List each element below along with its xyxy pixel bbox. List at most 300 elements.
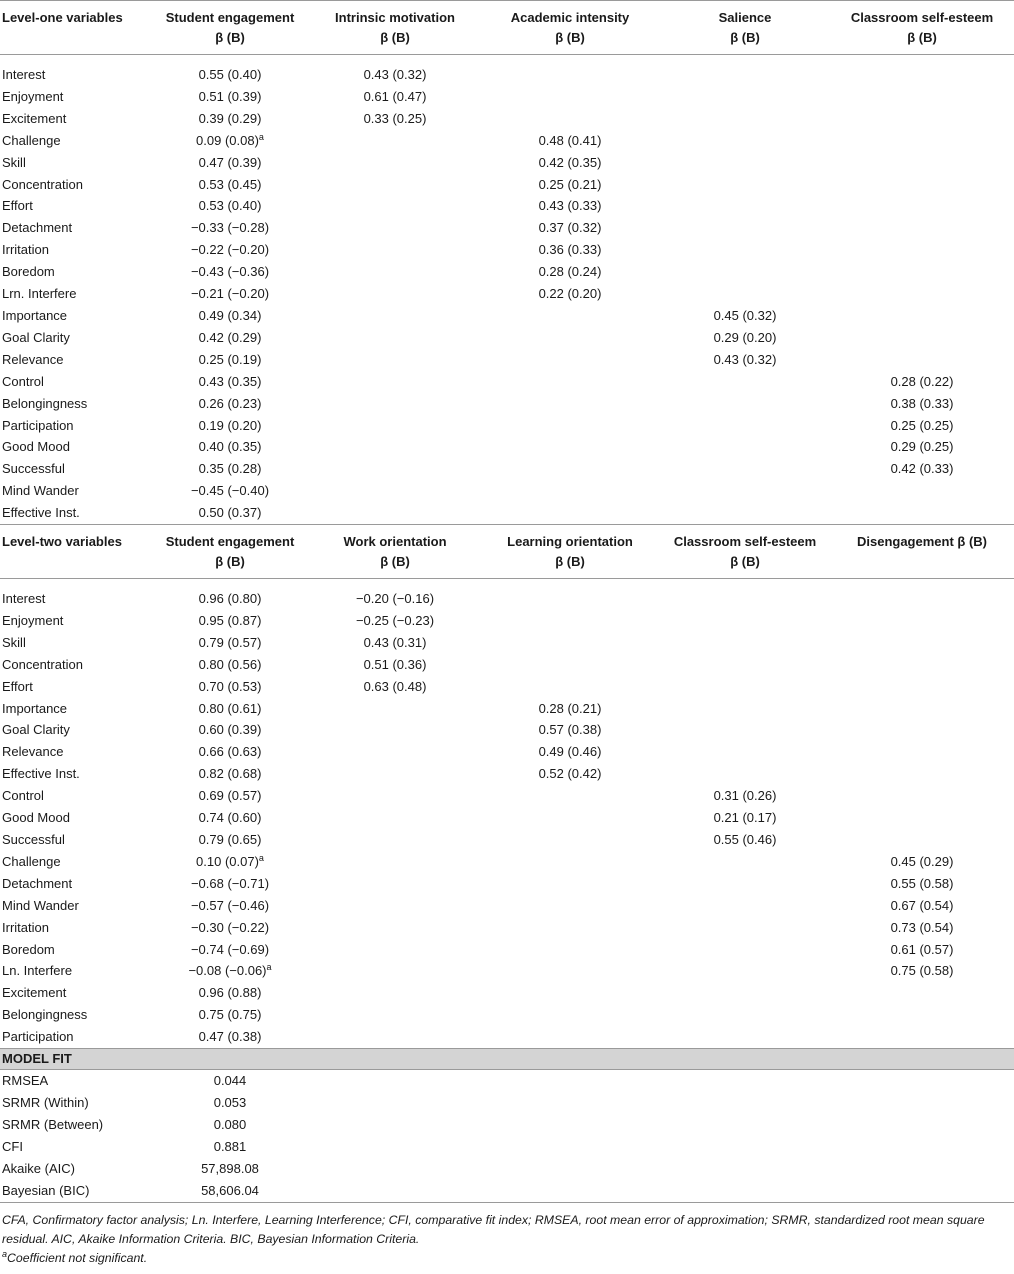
value-cell: [830, 371, 1014, 393]
coefficient: 0.50 (0.37): [198, 505, 262, 521]
value-cell: [310, 108, 480, 130]
value-cell: [150, 588, 310, 610]
level_one-header-row: [0, 1, 1014, 55]
coefficient: 0.35 (0.28): [198, 461, 262, 477]
fit-value: 0.881: [213, 1138, 247, 1154]
value-cell: [830, 939, 1014, 961]
table-row: [0, 829, 1014, 851]
not-significant-mark: a: [266, 962, 272, 973]
value-cell: [830, 960, 1014, 982]
value-cell: [150, 676, 310, 698]
coefficient: −0.21 (−0.20): [190, 286, 270, 302]
row-label: Lrn. Interfere: [2, 286, 77, 302]
coefficient: 0.47 (0.38): [198, 1029, 262, 1045]
value-cell: [480, 174, 660, 196]
value-cell: [660, 415, 830, 437]
value-cell: [480, 917, 660, 939]
coefficient: 0.80 (0.61): [198, 700, 262, 716]
value-cell: [660, 283, 830, 305]
row-label: Interest: [2, 591, 46, 607]
value-cell: [660, 960, 830, 982]
coefficient: 0.55 (0.46): [713, 832, 777, 847]
footnote: [2, 1249, 1012, 1268]
value-cell: [310, 393, 480, 415]
coefficient: 0.79 (0.65): [198, 832, 262, 847]
row-label: Excitement: [2, 985, 67, 1001]
value-cell: [310, 217, 480, 239]
empty-cell: [480, 1070, 660, 1092]
spacer-cell: [0, 579, 1014, 589]
value-cell: [660, 305, 830, 327]
value-cell: [310, 829, 480, 851]
level_one-col-header-5: [830, 1, 1014, 55]
value-cell: [150, 305, 310, 327]
value-cell: [660, 851, 830, 873]
row-label: Goal Clarity: [2, 722, 70, 738]
header-line-1: Classroom self-esteem: [673, 534, 817, 550]
value-cell: [480, 698, 660, 720]
value-cell: [480, 632, 660, 654]
value-cell: [310, 195, 480, 217]
empty-cell: [660, 1092, 830, 1114]
row-label: Ln. Interfere: [2, 963, 73, 979]
value-cell: [480, 502, 660, 524]
value-cell: [480, 480, 660, 502]
footnote-text: Coefficient not significant.: [7, 1250, 148, 1265]
value-cell: [310, 130, 480, 152]
header-line-1: Disengagement β (B): [856, 534, 987, 550]
row-label: Effective Inst.: [2, 505, 80, 521]
row-label: Irritation: [2, 919, 49, 935]
coefficient: 0.28 (0.24): [538, 264, 602, 280]
value-cell: [830, 108, 1014, 130]
value-cell: [310, 371, 480, 393]
value-cell: [660, 763, 830, 785]
header-line-1: Student engagement: [165, 10, 295, 25]
value-cell: [830, 152, 1014, 174]
table-row: [0, 895, 1014, 917]
value-cell: [830, 1026, 1014, 1048]
table-row: [0, 719, 1014, 741]
value-cell: [660, 895, 830, 917]
not-significant-mark: a: [258, 852, 264, 863]
value-cell: [660, 654, 830, 676]
table-row: [0, 458, 1014, 480]
value-cell: [660, 676, 830, 698]
value-cell: [480, 676, 660, 698]
row-label: Importance: [2, 700, 68, 716]
value-cell: [830, 873, 1014, 895]
value-cell: [660, 152, 830, 174]
fit-row: [0, 1136, 1014, 1158]
empty-cell: [660, 1070, 830, 1092]
value-cell: [310, 939, 480, 961]
value-cell: [830, 982, 1014, 1004]
row-label: Concentration: [2, 176, 83, 192]
row-label: Mind Wander: [2, 897, 79, 913]
level-two-header: [0, 525, 1014, 589]
level_two-col-header-5: [830, 525, 1014, 579]
row-label: Control: [2, 788, 44, 804]
level_one-col-header-4: [660, 1, 830, 55]
value-cell: [480, 130, 660, 152]
value-cell: [310, 873, 480, 895]
header-line-1: Level-two variables: [2, 534, 122, 550]
header-line-2: β (B): [380, 30, 410, 45]
coefficient: 0.48 (0.41): [538, 132, 602, 148]
value-cell: [830, 851, 1014, 873]
value-cell: [480, 1004, 660, 1026]
value-cell: [480, 195, 660, 217]
value-cell: [660, 1004, 830, 1026]
coefficient: 0.42 (0.35): [538, 154, 602, 170]
table-row: [0, 283, 1014, 305]
value-cell: [310, 588, 480, 610]
level-one-header: [0, 1, 1014, 65]
coefficient: 0.55 (0.40): [198, 67, 262, 82]
table-row: [0, 217, 1014, 239]
value-cell: [660, 195, 830, 217]
coefficient: −0.45 (−0.40): [190, 483, 270, 499]
header-line-1: Academic intensity: [510, 10, 630, 25]
coefficient: 0.40 (0.35): [198, 439, 262, 455]
value-cell: [660, 436, 830, 458]
row-label: Irritation: [2, 242, 49, 258]
value-cell: [830, 502, 1014, 524]
fit-label: Akaike (AIC): [2, 1160, 75, 1176]
coefficient: 0.52 (0.42): [538, 766, 602, 782]
coefficient: −0.33 (−0.28): [190, 220, 270, 236]
fit-row: [0, 1070, 1014, 1092]
row-label: Challenge: [2, 853, 61, 869]
coefficient: 0.73 (0.54): [890, 919, 954, 935]
coefficient: 0.95 (0.87): [198, 612, 262, 628]
coefficient: 0.43 (0.33): [538, 198, 602, 214]
model-fit-band: [0, 1049, 1014, 1070]
value-cell: [660, 86, 830, 108]
header-line-2: β (B): [555, 554, 585, 570]
value-cell: [150, 829, 310, 851]
value-cell: [150, 917, 310, 939]
value-cell: [830, 86, 1014, 108]
table-row: [0, 741, 1014, 763]
row-label: Skill: [2, 154, 26, 170]
coefficient: 0.43 (0.31): [363, 634, 427, 650]
header-line-2: β (B): [215, 554, 245, 570]
value-cell: [830, 719, 1014, 741]
table-row: [0, 939, 1014, 961]
model-fit-title: MODEL FIT: [0, 1049, 1014, 1070]
value-cell: [480, 415, 660, 437]
value-cell: [660, 502, 830, 524]
table-row: [0, 152, 1014, 174]
value-cell: [830, 480, 1014, 502]
value-cell: [830, 239, 1014, 261]
value-cell: [150, 1004, 310, 1026]
empty-cell: [830, 1114, 1014, 1136]
value-cell: [660, 327, 830, 349]
value-cell: [660, 349, 830, 371]
value-cell: [830, 130, 1014, 152]
level_two-header-row: [0, 525, 1014, 579]
empty-cell: [480, 1158, 660, 1180]
value-cell: [150, 174, 310, 196]
coefficient: −0.25 (−0.23): [355, 612, 435, 628]
value-cell: [310, 327, 480, 349]
coefficient: 0.43 (0.32): [363, 67, 427, 82]
coefficient: −0.68 (−0.71): [190, 875, 270, 891]
value-cell: [150, 632, 310, 654]
table-row: [0, 436, 1014, 458]
value-cell: [660, 239, 830, 261]
table-row: [0, 174, 1014, 196]
level_two-col-header-2: [310, 525, 480, 579]
row-label: Effective Inst.: [2, 766, 80, 782]
fit-label: CFI: [2, 1138, 23, 1154]
value-cell: [830, 895, 1014, 917]
value-cell: [310, 261, 480, 283]
value-cell: [660, 719, 830, 741]
value-cell: [480, 851, 660, 873]
value-cell: [830, 917, 1014, 939]
row-label: Concentration: [2, 656, 83, 672]
value-cell: [150, 807, 310, 829]
coefficient: 0.28 (0.22): [890, 373, 954, 389]
value-cell: [660, 261, 830, 283]
table-row: [0, 873, 1014, 895]
coefficient: 0.66 (0.63): [198, 744, 262, 760]
value-cell: [310, 676, 480, 698]
empty-cell: [480, 1114, 660, 1136]
coefficient: −0.08 (−0.06): [188, 963, 267, 979]
value-cell: [310, 436, 480, 458]
value-cell: [150, 873, 310, 895]
value-cell: [310, 917, 480, 939]
value-cell: [150, 610, 310, 632]
fit-label: RMSEA: [2, 1073, 49, 1089]
value-cell: [480, 719, 660, 741]
table-row: [0, 654, 1014, 676]
header-line-1: Classroom self-esteem: [850, 10, 994, 25]
value-cell: [830, 261, 1014, 283]
value-cell: [480, 327, 660, 349]
table-row: [0, 195, 1014, 217]
header-line-1: Salience: [718, 10, 772, 25]
value-cell: [310, 851, 480, 873]
value-cell: [480, 654, 660, 676]
value-cell: [480, 305, 660, 327]
coefficient: −0.74 (−0.69): [190, 941, 270, 957]
row-label: Enjoyment: [2, 612, 64, 628]
value-cell: [150, 217, 310, 239]
empty-cell: [310, 1180, 480, 1202]
value-cell: [480, 152, 660, 174]
value-cell: [480, 785, 660, 807]
table-row: [0, 371, 1014, 393]
coefficient: −0.20 (−0.16): [355, 591, 435, 607]
model-fit-section: [0, 1049, 1014, 1202]
value-cell: [150, 480, 310, 502]
row-label: Successful: [2, 461, 65, 477]
empty-cell: [310, 1092, 480, 1114]
value-cell: [150, 960, 310, 982]
coefficient: 0.63 (0.48): [363, 678, 427, 694]
value-cell: [830, 349, 1014, 371]
coefficient: 0.45 (0.32): [713, 307, 777, 323]
value-cell: [480, 763, 660, 785]
value-cell: [150, 763, 310, 785]
empty-cell: [830, 1136, 1014, 1158]
table-row: [0, 763, 1014, 785]
coefficient: 0.28 (0.21): [538, 700, 602, 716]
value-cell: [150, 393, 310, 415]
value-cell: [310, 458, 480, 480]
value-cell: [660, 130, 830, 152]
value-cell: [830, 1004, 1014, 1026]
row-label: Enjoyment: [2, 88, 64, 104]
header-line-2: β (B): [907, 30, 937, 45]
coefficient: −0.57 (−0.46): [190, 897, 270, 913]
value-cell: [660, 174, 830, 196]
value-cell: [660, 829, 830, 851]
fit-label: SRMR (Within): [2, 1094, 89, 1110]
table-row: [0, 415, 1014, 437]
fit-row: [0, 1092, 1014, 1114]
level_one-col-header-0: [0, 1, 150, 55]
coefficient: 0.09 (0.08): [196, 132, 259, 148]
value-cell: [480, 349, 660, 371]
table-row: [0, 917, 1014, 939]
fit-row: [0, 1180, 1014, 1202]
coefficient: 0.53 (0.40): [198, 198, 262, 214]
value-cell: [480, 873, 660, 895]
value-cell: [310, 480, 480, 502]
value-cell: [150, 895, 310, 917]
row-label: Belongingness: [2, 1007, 88, 1023]
table-notes: [0, 1203, 1014, 1268]
coefficient: 0.82 (0.68): [198, 766, 262, 782]
coefficient: 0.60 (0.39): [198, 722, 262, 738]
row-label: Relevance: [2, 744, 64, 760]
coefficient: 0.31 (0.26): [713, 788, 777, 804]
value-cell: [660, 108, 830, 130]
coefficient: 0.67 (0.54): [890, 897, 954, 913]
row-label: Goal Clarity: [2, 329, 70, 345]
table-row: [0, 480, 1014, 502]
coefficient: 0.22 (0.20): [538, 286, 602, 302]
value-cell: [830, 632, 1014, 654]
header-spacer: [0, 579, 1014, 589]
row-label: Good Mood: [2, 810, 70, 826]
fit-value: 0.053: [213, 1094, 247, 1110]
value-cell: [150, 86, 310, 108]
empty-cell: [480, 1180, 660, 1202]
value-cell: [150, 261, 310, 283]
value-cell: [150, 502, 310, 524]
value-cell: [480, 261, 660, 283]
coefficient: 0.42 (0.29): [198, 329, 262, 345]
spacer-cell: [0, 55, 1014, 65]
value-cell: [830, 741, 1014, 763]
coefficient: 0.96 (0.88): [198, 985, 262, 1001]
value-cell: [830, 195, 1014, 217]
coefficient: −0.30 (−0.22): [190, 919, 270, 935]
value-cell: [150, 415, 310, 437]
value-cell: [310, 632, 480, 654]
coefficient: 0.45 (0.29): [890, 853, 954, 869]
level-two-body: [0, 588, 1014, 1049]
header-line-2: β (B): [380, 554, 410, 570]
value-cell: [830, 610, 1014, 632]
value-cell: [150, 239, 310, 261]
coefficient: 0.21 (0.17): [713, 810, 777, 826]
value-cell: [310, 785, 480, 807]
header-line-1: Intrinsic motivation: [335, 10, 455, 25]
coefficient: 0.75 (0.58): [890, 963, 954, 979]
value-cell: [150, 349, 310, 371]
value-cell: [830, 174, 1014, 196]
table-row: [0, 130, 1014, 152]
row-label: Detachment: [2, 875, 73, 891]
level-one-body: [0, 64, 1014, 525]
coefficient: 0.19 (0.20): [198, 417, 262, 433]
not-significant-mark: a: [258, 131, 264, 142]
row-label: Participation: [2, 417, 74, 433]
header-line-2: β (B): [215, 30, 245, 45]
fit-value: 0.080: [213, 1116, 247, 1132]
value-cell: [830, 698, 1014, 720]
value-cell: [660, 785, 830, 807]
value-cell: [480, 610, 660, 632]
value-cell: [480, 217, 660, 239]
header-line-1: Level-one variables: [2, 10, 123, 25]
value-cell: [310, 763, 480, 785]
value-cell: [480, 239, 660, 261]
value-cell: [150, 719, 310, 741]
level_two-col-header-4: [660, 525, 830, 579]
value-cell: [830, 588, 1014, 610]
table-row: [0, 807, 1014, 829]
coefficient: 0.29 (0.20): [713, 329, 777, 345]
value-cell: [480, 982, 660, 1004]
value-cell: [830, 305, 1014, 327]
empty-cell: [310, 1158, 480, 1180]
value-cell: [830, 217, 1014, 239]
value-cell: [150, 327, 310, 349]
header-line-1: Learning orientation: [507, 534, 633, 550]
row-label: Relevance: [2, 351, 64, 367]
value-cell: [830, 64, 1014, 86]
value-cell: [310, 654, 480, 676]
value-cell: [480, 108, 660, 130]
coefficient: 0.79 (0.57): [198, 634, 262, 650]
empty-cell: [480, 1136, 660, 1158]
header-line-2: β (B): [730, 30, 760, 45]
level_one-col-header-3: [480, 1, 660, 55]
value-cell: [480, 371, 660, 393]
coefficient: 0.25 (0.19): [198, 351, 262, 367]
value-cell: [660, 917, 830, 939]
level_two-col-header-3: [480, 525, 660, 579]
coefficient: 0.33 (0.25): [363, 110, 427, 126]
value-cell: [310, 174, 480, 196]
empty-cell: [830, 1070, 1014, 1092]
table-row: [0, 261, 1014, 283]
coefficient: 0.61 (0.57): [890, 941, 954, 957]
value-cell: [310, 349, 480, 371]
value-cell: [480, 741, 660, 763]
coefficient: 0.70 (0.53): [198, 678, 262, 694]
